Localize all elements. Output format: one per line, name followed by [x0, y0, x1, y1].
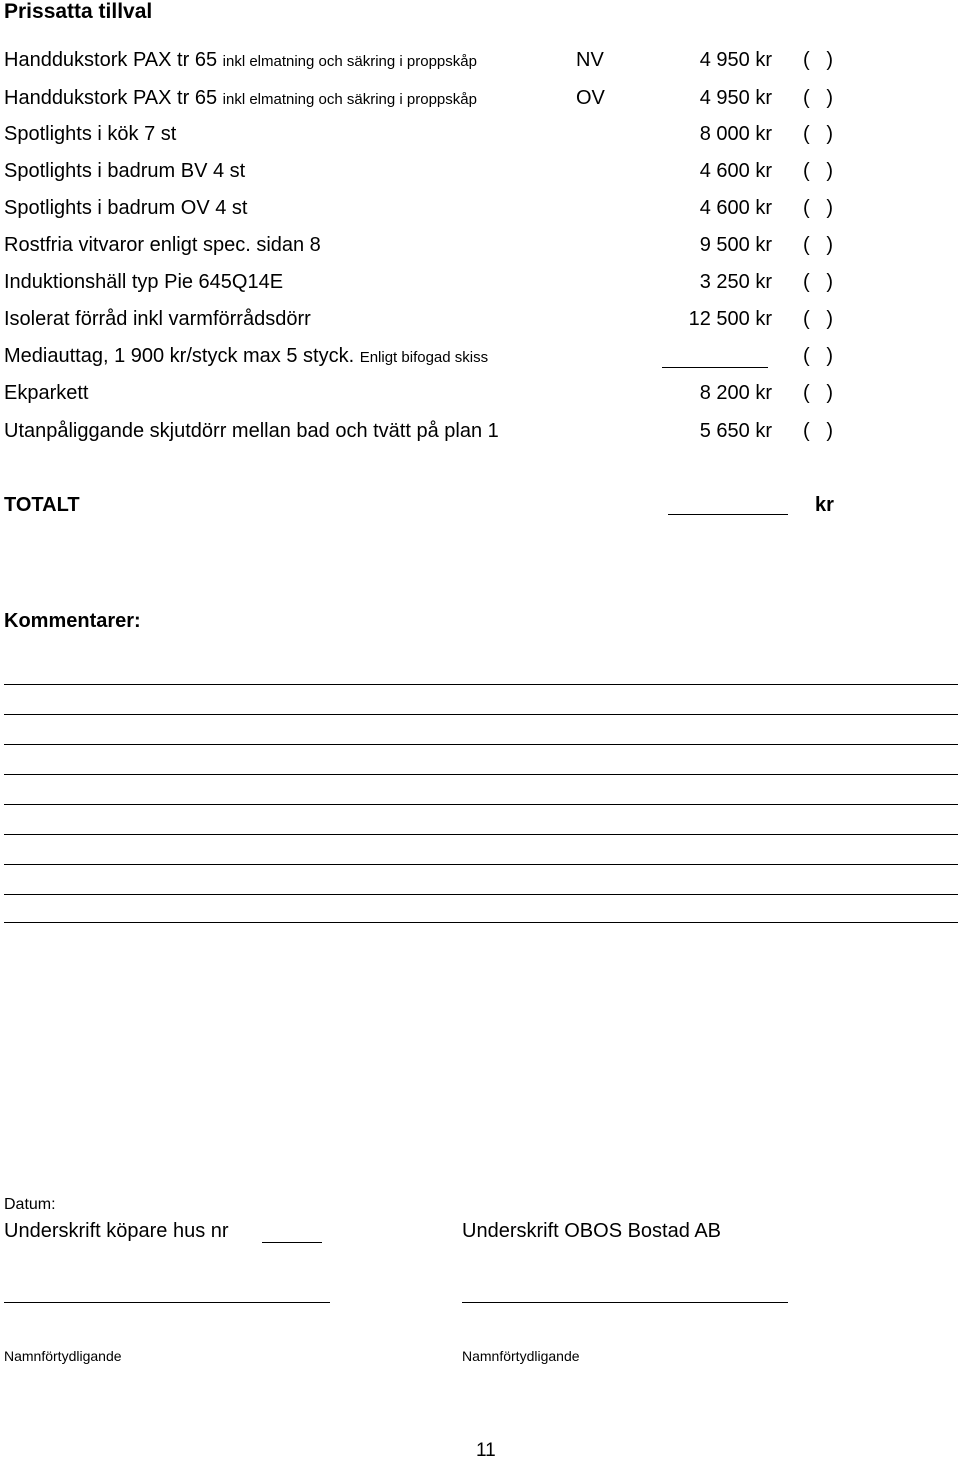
total-input-line[interactable] [668, 514, 788, 515]
option-checkbox[interactable]: ( ) [803, 345, 833, 367]
option-note: Enligt bifogad skiss [359, 349, 489, 366]
option-row [0, 271, 960, 301]
option-price: 4 950 kr [699, 87, 772, 109]
option-checkbox[interactable]: ( ) [803, 197, 833, 219]
option-row [0, 87, 960, 117]
option-price: 8 000 kr [699, 123, 772, 145]
option-checkbox[interactable]: ( ) [803, 382, 833, 404]
option-checkbox[interactable]: ( ) [803, 271, 833, 293]
page-number: 11 [476, 1440, 496, 1461]
seller-name-clarification-label: Namnförtydligande [462, 1348, 580, 1364]
buyer-signature-line[interactable] [4, 1302, 330, 1303]
option-price: 3 250 kr [699, 271, 772, 293]
option-name: Spotlights i kök 7 st [4, 123, 177, 145]
option-checkbox[interactable]: ( ) [803, 123, 833, 145]
option-name: Spotlights i badrum BV 4 st [4, 160, 246, 182]
option-checkbox[interactable]: ( ) [803, 160, 833, 182]
option-row [0, 234, 960, 264]
option-name: Mediauttag, 1 900 kr/styck max 5 styck. [4, 345, 355, 367]
option-checkbox[interactable]: ( ) [803, 420, 833, 442]
total-label: TOTALT [4, 494, 80, 516]
comment-line[interactable] [4, 774, 958, 775]
house-number-field[interactable] [262, 1242, 322, 1243]
option-variant: OV [576, 87, 605, 109]
option-price: 4 600 kr [699, 197, 772, 219]
option-checkbox[interactable]: ( ) [803, 308, 833, 330]
option-description [4, 197, 247, 220]
comment-line[interactable] [4, 714, 958, 715]
comments-label: Kommentarer: [4, 610, 141, 632]
option-description [4, 382, 88, 405]
seller-signature-label: Underskrift OBOS Bostad AB [462, 1220, 721, 1242]
option-price: 5 650 kr [699, 420, 772, 442]
option-price: 4 600 kr [699, 160, 772, 182]
option-row [0, 49, 960, 79]
option-price: 4 950 kr [699, 49, 772, 71]
option-name: Handdukstork PAX tr 65 [4, 87, 218, 109]
option-description [4, 345, 488, 368]
option-price: 12 500 kr [688, 308, 772, 330]
option-description [4, 49, 477, 72]
option-note: inkl elmatning och säkring i proppskåp [222, 53, 477, 70]
comment-line[interactable] [4, 744, 958, 745]
option-row [0, 382, 960, 412]
option-description [4, 271, 283, 294]
option-note: inkl elmatning och säkring i proppskåp [222, 91, 477, 108]
option-row [0, 197, 960, 227]
option-price-blank-line[interactable] [662, 367, 768, 368]
option-name: Rostfria vitvaror enligt spec. sidan 8 [4, 234, 321, 256]
option-description [4, 160, 245, 183]
comment-line[interactable] [4, 894, 958, 895]
option-name: Isolerat förråd inkl varmförrådsdörr [4, 308, 311, 330]
option-price: 9 500 kr [699, 234, 772, 256]
comment-line[interactable] [4, 684, 958, 685]
option-variant: NV [576, 49, 604, 71]
page-title: Prissatta tillval [4, 0, 153, 23]
option-description [4, 420, 499, 443]
date-label: Datum: [4, 1196, 56, 1213]
option-name: Induktionshäll typ Pie 645Q14E [4, 271, 284, 293]
buyer-signature-label: Underskrift köpare hus nr [4, 1220, 229, 1242]
comment-line[interactable] [4, 922, 958, 923]
comment-line[interactable] [4, 864, 958, 865]
option-checkbox[interactable]: ( ) [803, 49, 833, 71]
option-description [4, 308, 311, 331]
option-description [4, 234, 321, 257]
total-unit: kr [815, 494, 834, 516]
option-price: 8 200 kr [699, 382, 772, 404]
comment-line[interactable] [4, 834, 958, 835]
option-name: Utanpåliggande skjutdörr mellan bad och tvätt på plan 1 [4, 420, 499, 442]
option-checkbox[interactable]: ( ) [803, 87, 833, 109]
comment-line[interactable] [4, 804, 958, 805]
option-row [0, 160, 960, 190]
option-name: Spotlights i badrum OV 4 st [4, 197, 248, 219]
option-description [4, 123, 176, 146]
seller-signature-line[interactable] [462, 1302, 788, 1303]
option-row [0, 308, 960, 338]
option-checkbox[interactable]: ( ) [803, 234, 833, 256]
option-row [0, 345, 960, 375]
buyer-name-clarification-label: Namnförtydligande [4, 1348, 122, 1364]
option-row [0, 420, 960, 450]
option-name: Ekparkett [4, 382, 89, 404]
option-description [4, 87, 477, 110]
option-name: Handdukstork PAX tr 65 [4, 49, 218, 71]
option-row [0, 123, 960, 153]
